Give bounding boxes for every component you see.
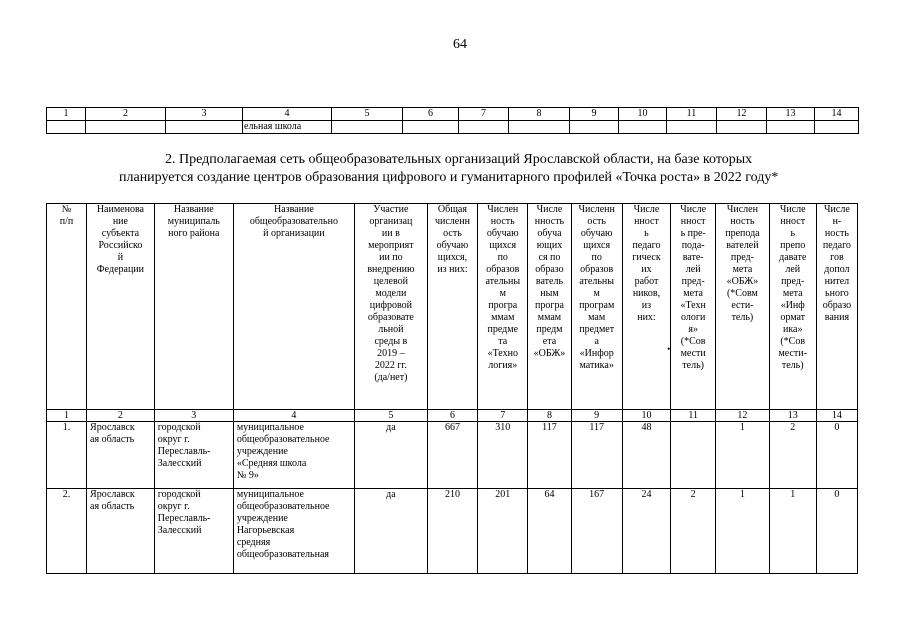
header-cell: Числен ность препода вателей пред- мета «ОБЖ» (*Совм ести- тель) bbox=[716, 204, 769, 410]
page-number: 64 bbox=[453, 37, 467, 52]
column-number: 11 bbox=[667, 108, 717, 121]
column-number: 6 bbox=[427, 410, 477, 422]
column-number: 7 bbox=[478, 410, 528, 422]
column-number: 5 bbox=[332, 108, 403, 121]
continued-row bbox=[47, 121, 859, 134]
column-number: 4 bbox=[233, 410, 354, 422]
row-number: 2. bbox=[47, 489, 87, 574]
column-number: 13 bbox=[769, 410, 816, 422]
table-row bbox=[47, 422, 858, 489]
row-number: 1. bbox=[47, 422, 87, 489]
column-number: 14 bbox=[816, 410, 857, 422]
district-cell: городской округ г. Переславль- Залесский bbox=[154, 422, 233, 489]
header-cell: Участие организац ии в мероприят ии по внедрению целевой модели цифровой образовате льной среды в 2019 – 2022 гг. (да/нет) bbox=[354, 204, 427, 410]
header-cell: Числе нност ь педаго гическ их работ ников, из них: bbox=[622, 204, 670, 410]
continued-table bbox=[46, 107, 859, 134]
column-number: 8 bbox=[509, 108, 570, 121]
header-cell: Числен ность обучаю щихся по образов ательны м програ ммам предме та «Техно логия» bbox=[478, 204, 528, 410]
column-number: 9 bbox=[571, 410, 622, 422]
header-cell: Общая численн ость обучаю щихся, из них: bbox=[427, 204, 477, 410]
header-cell: Название общеобразовательно й организации bbox=[233, 204, 354, 410]
value-cell: 0 bbox=[816, 489, 857, 574]
column-number: 2 bbox=[86, 108, 166, 121]
value-cell: 1 bbox=[716, 422, 769, 489]
header-cell: Наименова ние субъекта Российско й Федерации bbox=[87, 204, 155, 410]
value-cell: 24 bbox=[622, 489, 670, 574]
column-number: 8 bbox=[528, 410, 571, 422]
value-cell: 310 bbox=[478, 422, 528, 489]
value-cell: 167 bbox=[571, 489, 622, 574]
value-cell: 1 bbox=[716, 489, 769, 574]
subject-cell: Ярославск ая область bbox=[87, 489, 155, 574]
district-cell: городской округ г. Переславль- Залесский bbox=[154, 489, 233, 574]
column-number-row bbox=[47, 410, 858, 422]
header-row bbox=[47, 204, 858, 410]
value-cell: 48 bbox=[622, 422, 670, 489]
column-number: 14 bbox=[815, 108, 859, 121]
header-cell: Числе н- ность педаго гов допол нител ьного образо вания bbox=[816, 204, 857, 410]
organization-cell: муниципальное общеобразовательное учреждение Нагорьевская средняя общеобразовательная bbox=[233, 489, 354, 574]
column-number-row bbox=[47, 108, 859, 121]
subject-cell: Ярославск ая область bbox=[87, 422, 155, 489]
header-cell: Числе нност ь препо давате лей пред- мета «Инф ормат ика» (*Сов мести- тель) bbox=[769, 204, 816, 410]
heading-line-1: 2. Предполагаемая сеть общеобразовательных организаций Ярославской области, на базе которых bbox=[165, 152, 753, 167]
value-cell bbox=[671, 422, 716, 489]
header-cell: № п/п bbox=[47, 204, 87, 410]
column-number: 9 bbox=[570, 108, 619, 121]
column-number: 12 bbox=[716, 410, 769, 422]
value-cell: 64 bbox=[528, 489, 571, 574]
column-number: 13 bbox=[767, 108, 815, 121]
value-cell: 0 bbox=[816, 422, 857, 489]
value-cell: 201 bbox=[478, 489, 528, 574]
column-number: 4 bbox=[243, 108, 332, 121]
column-number: 6 bbox=[403, 108, 459, 121]
column-number: 5 bbox=[354, 410, 427, 422]
value-cell: 667 bbox=[427, 422, 477, 489]
participation-cell: да bbox=[354, 422, 427, 489]
value-cell: 117 bbox=[528, 422, 571, 489]
organizations-table bbox=[46, 203, 858, 574]
column-number: 1 bbox=[47, 410, 87, 422]
header-cell: Название муниципаль ного района bbox=[154, 204, 233, 410]
value-cell: 2 bbox=[671, 489, 716, 574]
heading-line-2: планируется создание центров образования цифрового и гуманитарного профилей «Точка роста» в 2022 году* bbox=[119, 170, 779, 185]
column-number: 12 bbox=[717, 108, 767, 121]
bullet-mark: • bbox=[667, 344, 671, 354]
section-heading bbox=[46, 151, 858, 187]
value-cell: 2 bbox=[769, 422, 816, 489]
column-number: 3 bbox=[166, 108, 243, 121]
column-number: 11 bbox=[671, 410, 716, 422]
column-number: 1 bbox=[47, 108, 86, 121]
value-cell: 210 bbox=[427, 489, 477, 574]
column-number: 3 bbox=[154, 410, 233, 422]
participation-cell: да bbox=[354, 489, 427, 574]
column-number: 2 bbox=[87, 410, 155, 422]
column-number: 7 bbox=[459, 108, 509, 121]
continued-cell-text: ельная школа bbox=[243, 121, 332, 134]
column-number: 10 bbox=[622, 410, 670, 422]
header-cell: Численн ость обучаю щихся по образов ательны м програм мам предмет а «Инфор матика» bbox=[571, 204, 622, 410]
header-cell: Числе нность обуча ющих ся по образо ватель ным програ ммам предм ета «ОБЖ» bbox=[528, 204, 571, 410]
value-cell: 1 bbox=[769, 489, 816, 574]
organization-cell: муниципальное общеобразовательное учреждение «Средняя школа № 9» bbox=[233, 422, 354, 489]
column-number: 10 bbox=[619, 108, 667, 121]
header-cell-technology-teachers: • Числе нност ь пре- пода- вате- лей пред- мета «Техн ологи я» (*Сов мести тель) bbox=[671, 204, 716, 410]
table-row bbox=[47, 489, 858, 574]
value-cell: 117 bbox=[571, 422, 622, 489]
